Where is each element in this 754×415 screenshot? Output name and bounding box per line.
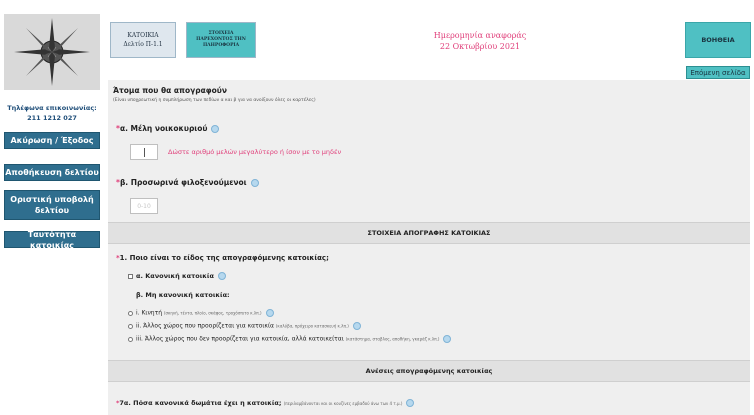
- q1-sub-iii-note: (κατάστημα, σταβλος, αποθήκη, γκαράζ κ.λπ.): [345, 336, 440, 342]
- q1-question: [116, 254, 329, 262]
- q1-sub-i[interactable]: [128, 309, 274, 317]
- section-housing-header: ΣΤΟΙΧΕΙΑ ΑΠΟΓΡΑΦΗΣ ΚΑΤΟΙΚΙΑΣ: [108, 222, 750, 244]
- tab-provider-label: ΣΤΟΙΧΕΙΑ ΠΑΡΕΧΟΝΤΟΣ ΤΗΝ ΠΛΗΡΟΦΟΡΙΑ: [196, 31, 246, 48]
- members-question: [116, 124, 219, 133]
- q7a-label: 7α. Πόσα κανονικά δωμάτια έχει η κατοικία;: [119, 399, 282, 407]
- tab-housing[interactable]: [110, 22, 176, 58]
- save-form-button[interactable]: Αποθήκευση δελτίου: [4, 164, 100, 181]
- required-mark: *: [116, 124, 120, 133]
- phone-number: 211 1212 027: [27, 114, 77, 122]
- section-amenities-header: Ανέσεις απογραφόμενης κατοικίας: [108, 360, 750, 382]
- q1-sub-ii[interactable]: [128, 322, 361, 330]
- text-caret: [144, 148, 145, 157]
- q1-sub-ii-radio[interactable]: [128, 324, 133, 329]
- guests-count-placeholder: 0-10: [137, 202, 151, 210]
- guests-count-input[interactable]: [130, 198, 158, 214]
- help-button[interactable]: ΒΟΗΘΕΙΑ: [685, 22, 751, 58]
- q1-option-a-checkbox[interactable]: [128, 274, 133, 279]
- guests-label: β. Προσωρινά φιλοξενούμενοι: [119, 178, 247, 187]
- q1-label: 1. Ποιο είναι το είδος της απογραφόμενης κατοικίας;: [119, 254, 329, 262]
- members-count-input[interactable]: [130, 144, 158, 160]
- q1-sub-i-note: (σκηνή, τέντα, πλοίο, σκάφος, τροχόσπιτο κ.λπ.): [163, 310, 262, 316]
- required-mark: *: [116, 178, 120, 187]
- info-icon[interactable]: [251, 179, 259, 187]
- members-label: α. Μέλη νοικοκυριού: [119, 124, 208, 133]
- guests-question: [116, 178, 259, 187]
- next-page-button[interactable]: Επόμενη σελίδα: [686, 66, 750, 79]
- phone-label: Τηλέφωνα επικοινωνίας:: [7, 104, 97, 112]
- report-date-label: Ημερομηνία αναφοράς: [433, 31, 527, 40]
- members-error-message: Δώστε αριθμό μελών μεγαλύτερο ή ίσον με το μηδέν: [168, 148, 342, 156]
- compass-logo: [4, 14, 100, 90]
- cancel-exit-button[interactable]: Ακύρωση / Έξοδος: [4, 132, 100, 149]
- q1-sub-i-radio[interactable]: [128, 311, 133, 316]
- q1-sub-iii-radio[interactable]: [128, 337, 133, 342]
- info-icon[interactable]: [266, 309, 274, 317]
- info-icon[interactable]: [443, 335, 451, 343]
- info-icon[interactable]: [211, 125, 219, 133]
- tab-provider-info[interactable]: [186, 22, 256, 58]
- q1-sub-i-label: i. Κινητή: [136, 309, 163, 317]
- info-icon[interactable]: [406, 399, 414, 407]
- q1-sub-iii-label: iii. Άλλος χώρος που δεν προορίζεται για κατοικία, αλλά κατοικείται: [136, 335, 344, 343]
- required-mark: *: [116, 399, 120, 407]
- q7a-question: [116, 399, 414, 407]
- sidebar: [0, 0, 104, 415]
- report-date-value: 22 Οκτωβρίου 2021: [439, 42, 521, 51]
- info-icon[interactable]: [218, 272, 226, 280]
- info-icon[interactable]: [353, 322, 361, 330]
- q1-option-b-title: β. Μη κανονική κατοικία:: [136, 291, 230, 299]
- q1-option-a-label: α. Κανονική κατοικία: [136, 272, 214, 280]
- q1-option-a[interactable]: [128, 272, 226, 280]
- housing-id-button[interactable]: Ταυτότητα κατοικίας: [4, 231, 100, 248]
- q1-sub-iii[interactable]: [128, 335, 451, 343]
- q7a-note: (περιλαμβάνονται και οι κουζίνες εμβαδού άνω των 4 τ.μ.): [283, 401, 403, 406]
- persons-title: Άτομα που θα απογραφούν: [113, 86, 227, 95]
- q1-sub-ii-label: ii. Άλλος χώρος που προορίζεται για κατοικία: [136, 322, 274, 330]
- q1-sub-ii-note: (καλύβα, πρόχειρο κατασκευή κ.λπ.): [275, 323, 349, 329]
- persons-note: (Είναι υποχρεωτική η συμπλήρωση των πεδίων α και β για να ανοίξουν όλες οι καρτέλες): [113, 98, 316, 103]
- required-mark: *: [116, 254, 120, 262]
- tab-housing-form-id: Δελτίο Π-1.1: [123, 41, 163, 48]
- tab-housing-title: ΚΑΤΟΙΚΙΑ: [127, 32, 159, 39]
- report-date: [400, 30, 560, 52]
- final-submit-button[interactable]: Οριστική υποβολή δελτίου: [4, 190, 100, 220]
